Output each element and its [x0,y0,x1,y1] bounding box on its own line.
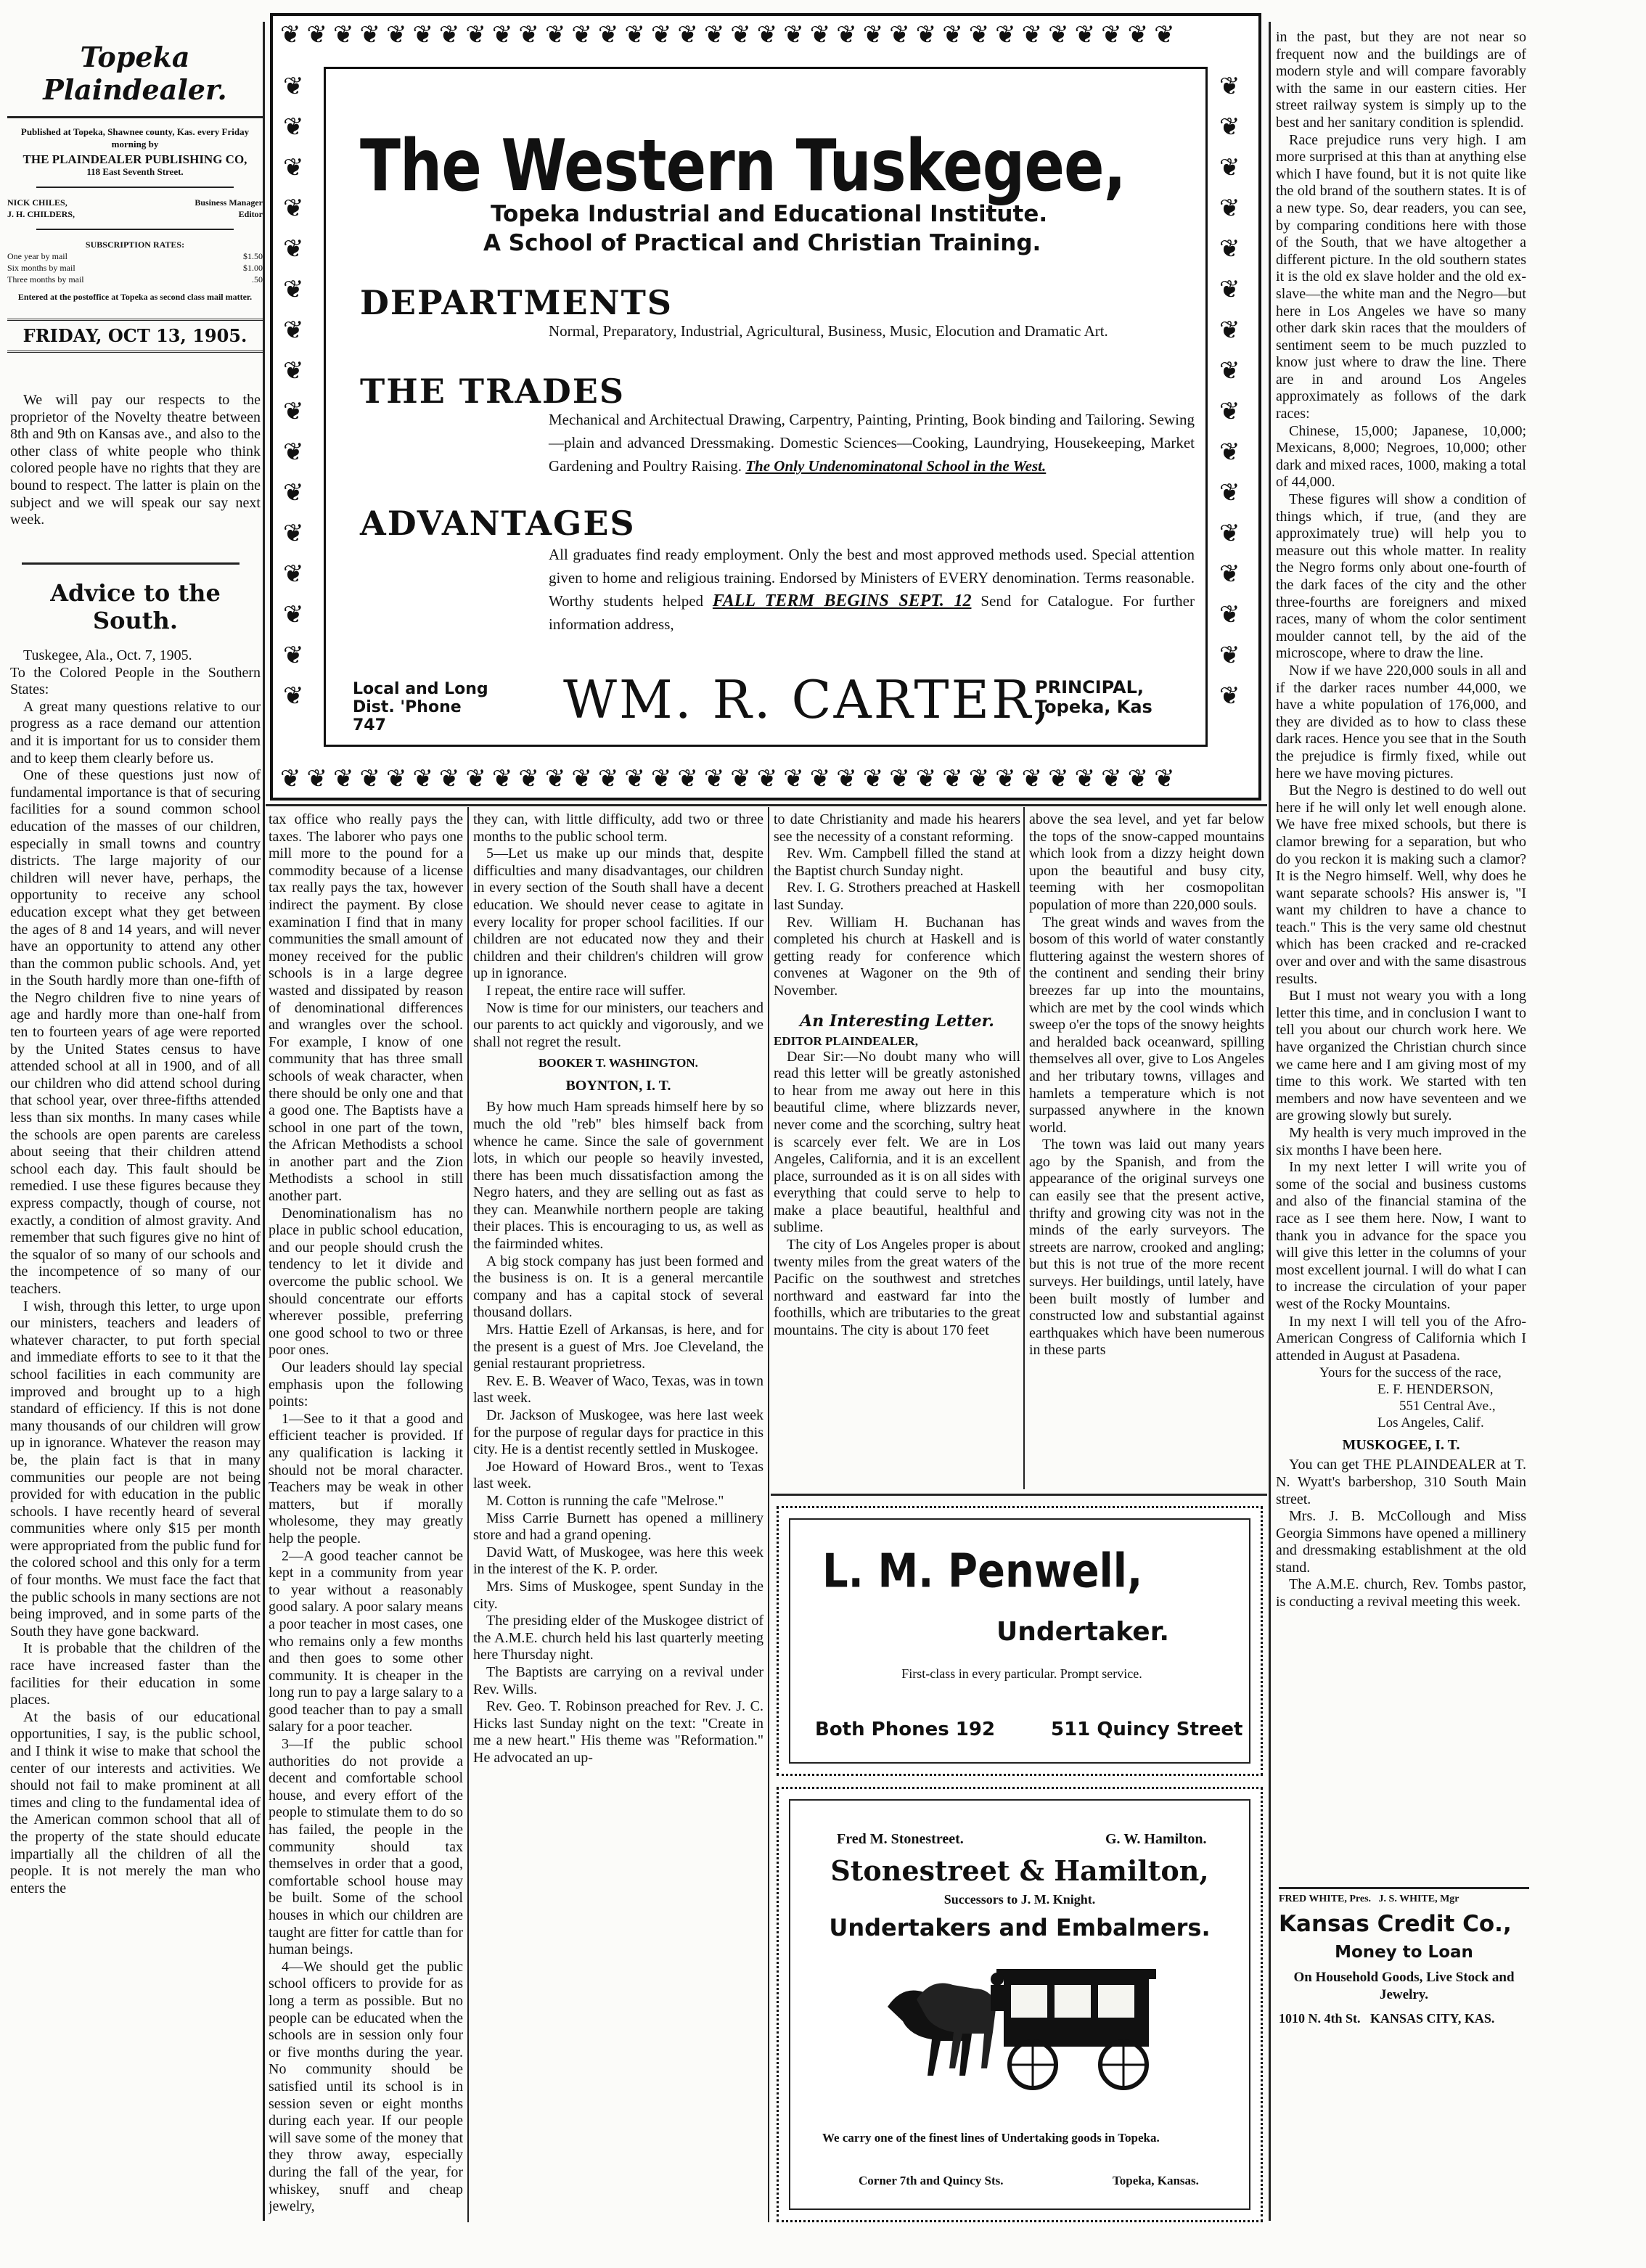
column-rule [1023,807,1025,1489]
ad-title: The Western Tuskegee, [360,125,1126,208]
entered-notice: Entered at the postoffice at Topeka as second class mail matter. [17,292,253,302]
column-rule [467,807,469,2222]
letter-signoff: Yours for the success of the race, E. F. HENDERSON, 551 Central Ave., Los Angeles, Calif. [1319,1365,1502,1431]
departments-heading: DEPARTMENTS [360,283,673,322]
credit-address: 1010 N. 4th St. KANSAS CITY, KAS. [1279,2011,1495,2026]
credit-goods: On Household Goods, Live Stock and Jewelry. [1293,1970,1515,2002]
principal-title: PRINCIPAL, Topeka, Kas [1035,677,1152,717]
credit-name: Kansas Credit Co., [1279,1911,1512,1937]
penwell-address: 511 Quincy Street [1051,1719,1243,1740]
advice-article-col2: tax office who really pays the taxes. The laborer who pays one mill more to the pound for a commodity because of a license tax really pays the tax, however indirect the payment. By close examination I find that in many communities the small amount of money received for the public schools is in a large degree wasted and dissipated by reason of denominational differences and wrangles over the school. For example, I know of one community that has three small schools of weak character, when there should be only one and that a good one. The Baptists have a school in one part of the town, the African Methodists a school in another part and the Zion Methodists a school in still another part. Denominationalism has no place in public school education, and our people should crush the tendency to let it divide and overcome the public school. We should concentrate our efforts wherever possible, preferring one good school to two or three poor ones. Our leaders should lay special emphasis upon the following points: 1—See to it that a good and efficient teacher is provided. If any qualification is lacking it should not be moral character. Teachers may be weak in other matters, but if morally wholesome, they may greatly help the people. 2—A good teacher cannot be kept in a community from year to year without a reasonably good salary. A poor salary means a poor teacher in most cases, one who remains only a few months and then goes to some other community. It is cheaper in the long run to pay a large salary to a good teacher than to pay a small salary for a poor teacher. 3—If the public school authorities do not provide a decent and comfortable school house, and every effort of the people to stimulate them to do so has failed, the people in the community should tax themselves in order that a good, comfortable school house may be built. Some of the school houses in which our children are taught are fitter for cattle than for human beings. 4—We should get the public school officers to provide for as long a term as possible. But no people can be educated when the schools are in session only four or five months during the year. No community should be satisfied until its school is in session seven or eight months during each year. If our people will save some of the money that they throw away, especially during the fall of the year, for whiskey, snuff and cheap jewelry, [269,811,463,2215]
column-rule [1269,22,1271,2221]
column-rule [768,807,769,2222]
departments-text: Normal, Preparatory, Industrial, Agricultural, Business, Music, Elocution and Dramatic Art. [549,322,1108,340]
subscription-rates: SUBSCRIPTION RATES: One year by mail $1.50 Six months by mail $1.00 Three months by mail .50 Entered at the postoffice at Topeka as second class mail matter. [7,240,263,302]
col4-upper: to date Christianity and made his hearers see the necessity of a constant reforming. Rev. Wm. Campbell filled the stand at the Baptist church Sunday night. Rev. I. G. Strothers preached at Haskell last Sunday. Rev. William H. Buchanan has completed his church at Haskell and is getting ready for conference which convenes at Wagoner on the 9th of November. An Interesting Letter. EDITOR PLAINDEALER, Dear Sir:—No doubt many who will read this letter will be greatly astonished to hear from me away out here in this beautiful clime, where blizzards never, never come and the scorching, sultry heat is scarcely ever felt. We are in Los Angeles, California, and it is an excellent place, surrounded as it is on all sides with everything that could serve to help to make a place beautiful, healthful and sublime. The city of Los Angeles proper is about twenty miles from the great waters of the Pacific on the southwest and stretches northward and eastward far into the foothills, which are tributaries to the great mountains. The city is about 170 feet [774,811,1020,1339]
advice-article-col1: Advice to the South. Tuskegee, Ala., Oct. 7, 1905. To the Colored People in the Southern States: A great many questions relative to our progress as a race demand our attention and it is important for us to consider them and to keep them clearly before us. One of these questions just now of fundamental importance is that of securing facilities for a sound common school education of the masses of our children, especially in small towns and country districts. The large majority of our children will never have, perhaps, the opportunity to receive any school education except what they get between the ages of 8 and 14 years, and will never have an opportunity to attend any other than the common public schools. And, yet in the South hardly more than one-fifth of the Negro children five to nine years of age and hardly more than one-half from ten to fourteen years of age were reported by the United States census to have attended school at all in 1900, and of all our children who did attend school during that school year, over three-fifths attended less than six months. In many cases while the schools are open parents are careless about seeing that their children attend school each day. This fault should be remedied. I use these figures because they express compactly, though of course, not exactly, a condition of almost gravity. And remember that such figures give no hint of the squalor of so many of our schools and the incompetence of so many of our teachers. I wish, through this letter, to urge upon our ministers, teachers and leaders of whatever character, to put forth special and immediate efforts to see to it that the school facilities in each community are improved and brought up to a high standard of efficiency. If this is not done many thousands of our children will grow up in ignorance. Whatever the reason may be, the plain fact is that in many communities our people are not being provided for with education in the public schools. I have recently heard of several communities where only $15 per month were appropriated from the public fund for the colored school and this only for a term of four months. We must face the fact that the public schools in many sections are not being improved, and in some parts of the South they have gone backward. It is probable that the children of the race have increased faster than the facilities for their education in some places. At the basis of our educational opportunities, I say, is the public school, and I think it wise to make that school the center of our interests and activities. We should not fail to make prominent at all times and cling to the fundamental idea of the American common school that all of the property of the state should educate impartially all the children of all the people. It is not merely the man who enters the [10,579,261,1896]
divider [22,562,239,565]
staff-row: NICK CHILES, Business Manager [7,197,263,208]
kansas-credit-ad [1279,1887,1529,2214]
novelty-notice: We will pay our respects to the proprietor of the Novelty theatre between 8th and 9th on Kansas ave., and also to the other class of white people who think colored people have no rights that they are bound to respect. The latter is plain on the subject and we will speak our say next week. [10,392,261,528]
staff-list [7,197,263,220]
rate-row: Six months by mail $1.00 [7,263,263,273]
penwell-name: L. M. Penwell, [822,1544,1143,1599]
stonestreet-ad [777,1787,1263,2222]
ornament-border-right: ❦ ❦ ❦ ❦ ❦ ❦ ❦ ❦ ❦ ❦ ❦ ❦ ❦ ❦ ❦ ❦ [1219,73,1246,710]
staff-row: J. H. CHILDERS, Editor [7,209,263,219]
left-proprietor: Fred M. Stonestreet. [837,1831,964,1847]
tuskegee-ad [270,13,1261,801]
penwell-phones: Both Phones 192 [815,1719,996,1740]
successors-line: Successors to J. M. Knight. [943,1892,1096,1907]
muskogee-headline: MUSKOGEE, I. T. [1342,1437,1460,1454]
col5-upper: above the sea level, and yet far below the tops of the snow-capped mountains which look from a dizzy height down upon the beautiful and busy city, teeming with her cosmopolitan population of more than 220,000 souls. The great winds and waves from the bosom of this world of water constantly fluttering against the western shores of the continent and sending their briny breezes far up into the mountains, which are met by the cool winds which sweep o'er the tops of the snowy heights and heralded back oceanward, spilling themselves all over, give to Los Angeles and her tributary towns, villages and hamlets a temperature which is not surpassed anywhere in the known world. The town was laid out many years ago by the Spanish, and from the appearance of the original surveys one can easily see that the present active, thrifty and growing city was not in the minds of the early surveyors. The streets are narrow, crooked and angling; but this is not true of the more recent surveys. Her buildings, until lately, have been built mostly of lumber and constructed low and substantial against earthquakes which have been numerous in these parts [1029,811,1264,1359]
col6: in the past, but they are not near so frequent now and the buildings are of modern style and will compare favorably with the same in our eastern cities. Her street railway system is simply up to the best and her sanitary condition is splendid. Race prejudice runs very high. I am more surprised at this than at anything else which I have found, but it is not quite like the old brand of the southern states. It is of a new type. So, dear readers, you can see, by comparing conditions here with those of the South, that we have altogether a different picture. In the old southern states it is the old ex slave holder and the old ex-slave—the white man and the Negro—but here in Los Angeles we have so many other dark skin races that the moulders of sentiment seem to be much puzzled to know just where to draw the line. There are in and around Los Angeles approximately as follows of the dark races: Chinese, 15,000; Japanese, 10,000; Mexicans, 8,000; Negroes, 10,000; other dark and mixed races, 1000, making a total of 44,000. These figures will show a condition of things which, if true, (and they are approximately true) will help you to measure out this whole matter. In reality the Negro forms only about one-fourth of the dark faces of the city and the other three-fourths are foreigners and mixed races, many of whom the color sentiment moulder cannot tell, by the aid of the microscope, where to draw the line. Now if we have 220,000 souls in all and if the darker races number 44,000, we have a white population of 176,000, and they are divided as to how to class these dark races. Hence you see that in the South the prejudice is firmly fixed, while out here we have moving pictures. But the Negro is destined to do well out here if he will only let well enough alone. We have free mixed schools, but there is clamor brewing for a separation, but who do you reckon it is making such a clamor? It is the Negro himself. Well, why does he want separate schools? His answer is, "I want my children to have a chance to teach." This is the very same old chestnut which has been cracked and re-cracked over and over and with the same disastrous results. But I must not weary you with a long letter this time, and in conclusion I want to tell you about our church work here. We have organized the Christian church since we came here and I am giving most of my time to this work. We started with ten members and now have seventeen and we are growing slowly but surely. My health is very much improved in the six months I have been here. In my next letter I will write you of some of the social and business customs and also of the financial stamina of the race as I see them here. Now, I want to thank you in advance for the space you will give this letter in the columns of your most excellent journal. I will do what I can to increase the circulation of your paper west of the Rocky Mountains. In my next I will tell you of the Afro-American Congress of California which I attended in August at Pasadena. Yours for the success of the race, E. F. HENDERSON, 551 Central Ave., Los Angeles, Calif. MUSKOGEE, I. T. You can get THE PLAINDEALER at T. N. Wyatt's barbershop, 310 South Main street. Mrs. J. B. McCollough and Miss Georgia Simmons have opened a millinery and dressmaking establishment at the old stand. The A.M.E. church, Rev. Tombs pastor, is conducting a revival meeting this week. [1276,29,1526,1610]
column-rule [263,22,265,2221]
right-proprietor: G. W. Hamilton. [1105,1831,1207,1847]
advantages-text: All graduates find ready employment. Only the best and most approved methods used. Special attention given to home and religious training. Endorsed by Ministers of EVERY denomination. Terms reasonable. Worthy students helped FALL TERM BEGINS SEPT. 12 Send for Catalogue. For further information address, [549,546,1195,633]
issue-date: FRIDAY, OCT 13, 1905. [7,319,263,353]
hearse-icon [873,1956,1178,2094]
trades-emphasis: The Only Undenominatonal School in the West. [745,457,1047,475]
penwell-ad [777,1506,1263,1776]
goods-line: We carry one of the finest lines of Undertaking goods in Topeka. [822,2131,1160,2145]
term-begins: FALL TERM BEGINS SEPT. 12 [712,591,972,610]
advice-dateline: Tuskegee, Ala., Oct. 7, 1905. [23,647,192,663]
credit-officers: FRED WHITE, Pres. J. S. WHITE, Mgr [1279,1894,1459,1904]
ornament-border-left: ❦ ❦ ❦ ❦ ❦ ❦ ❦ ❦ ❦ ❦ ❦ ❦ ❦ ❦ ❦ ❦ [283,73,310,710]
penwell-tagline: First-class in every particular. Prompt service. [901,1666,1142,1681]
advice-headline: Advice to the South. [50,579,221,634]
ornament-border-bottom: ❦❦❦❦❦❦❦❦❦❦❦❦❦❦❦❦❦❦❦❦❦❦❦❦❦❦❦❦❦❦❦❦❦❦ [280,766,1181,793]
ads-top-rule [771,1494,1267,1496]
credit-tagline: Money to Loan [1335,1943,1473,1962]
ad-bottom-rule [266,804,1267,806]
ad-subtitle-1: Topeka Industrial and Educational Institute. [491,201,1048,227]
rate-row: One year by mail $1.50 [7,251,263,261]
trades-heading: THE TRADES [360,372,626,411]
ornament-border-top: ❦❦❦❦❦❦❦❦❦❦❦❦❦❦❦❦❦❦❦❦❦❦❦❦❦❦❦❦❦❦❦❦❦❦ [280,22,1181,49]
boynton-article: By how much Ham spreads himself here by so much the old "reb" bles himself back from whence he came. Since the sale of government lots, in which our people so heavily invested, there has been much dissatisfaction among the Negro haters, and they are selling out as fast as they can. Meanwhile northern people are taking their places. This is encouraging to us, as well as the fairminded whites. A big stock company has just been formed and the business is on. It is a general mercantile company and has a capital stock of several thousand dollars. Mrs. Hattie Ezell of Arkansas, is here, and for the present is a guest of Mrs. Joe Cleveland, the genial restaurant proprietress. Rev. E. B. Weaver of Waco, Texas, was in town last week. Dr. Jackson of Muskogee, was here last week for the purpose of regular days for practice in this city. He is a dentist recently settled in Muskogee. Joe Howard of Howard Bros., went to Texas last week. M. Cotton is running the cafe "Melrose." Miss Carrie Burnett has opened a millinery store and had a grand opening. David Watt, of Muskogee, was here this week in the interest of the K. P. order. Mrs. Sims of Muskogee, spent Sunday in the city. The presiding elder of the Muskogee district of the A.M.E. church held his last quarterly meeting here Thursday night. The Baptists are carrying on a revival under Rev. Wills. Rev. Geo. T. Robinson preached for Rev. J. C. Hicks last Sunday night on the text: "Create in me a new heart." His theme was "Reformation." He advocated an up- [473,1099,763,1766]
ad-subtitle-2: A School of Practical and Christian Training. [483,230,1041,256]
advantages-heading: ADVANTAGES [360,504,636,543]
advice-article-col3: they can, with little difficulty, add two or three months to the public school term. 5—Let us make up our minds that, despite difficulties and many disadvantages, our children in every section of the South shall have a decent education. We should never cease to agitate in every locality for proper school facilities. If our children are not educated now they and their children and their children's children will grow up in ignorance. I repeat, the entire race will suffer. Now is time for our ministers, our teachers and our parents to act quickly and vigorously, and we shall not regret the result. BOOKER T. WASHINGTON. BOYNTON, I. T. By how much Ham spreads himself here by so much the old "reb" bles himself back from whence he came. Since the sale of government lots, in which our people so heavily invested, there has been much dissatisfaction among the Negro haters, and they are selling out as fast as they can. Meanwhile northern people are taking their places. This is encouraging to us, as well as the fairminded whites. A big stock company has just been formed and the business is on. It is a general mercantile company and has a capital stock of several thousand dollars. Mrs. Hattie Ezell of Arkansas, is here, and for the present is a guest of Mrs. Joe Cleveland, the genial restaurant proprietress. Rev. E. B. Weaver of Waco, Texas, was in town last week. Dr. Jackson of Muskogee, was here last week for the purpose of regular days for practice in this city. He is a dentist recently settled in Muskogee. Joe Howard of Howard Bros., went to Texas last week. M. Cotton is running the cafe "Melrose." Miss Carrie Burnett has opened a millinery store and had a grand opening. David Watt, of Muskogee, was here this week in the interest of the K. P. order. Mrs. Sims of Muskogee, spent Sunday in the city. The presiding elder of the Muskogee district of the A.M.E. church held his last quarterly meeting here Thursday night. The Baptists are carrying on a revival under Rev. Wills. Rev. Geo. T. Robinson preached for Rev. J. C. Hicks last Sunday night on the text: "Create in me a new heart." His theme was "Reformation." He advocated an up- [473,811,763,1766]
masthead [7,29,263,392]
advice-signature: BOOKER T. WASHINGTON. [539,1056,698,1070]
letter-headline: An Interesting Letter. [800,1011,994,1031]
trades-text: Mechanical and Architectual Drawing, Carpentry, Painting, Printing, Book binding and Tailoring. Sewing—plain and advanced Dressmaking. Domestic Sciences—Cooking, Laundrying, Housekeeping, Market Gardening and Poultry Raising. The Only Undenominatonal School in the West. [549,411,1195,475]
boynton-headline: BOYNTON, I. T. [565,1078,671,1094]
penwell-role: Undertaker. [996,1617,1169,1647]
firm-name: Stonestreet & Hamilton, [830,1854,1209,1887]
masthead-title: Topeka Plaindealer. [43,41,227,106]
rate-row: Three months by mail .50 [7,274,263,284]
firm-trade: Undertakers and Embalmers. [829,1914,1211,1941]
muskogee-article: You can get THE PLAINDEALER at T. N. Wyatt's barbershop, 310 South Main street. Mrs. J. B. McCollough and Miss Georgia Simmons have opened a millinery and dressmaking establishment at the old stand. The A.M.E. church, Rev. Tombs pastor, is conducting a revival meeting this week. [1276,1457,1526,1610]
publisher-name: THE PLAINDEALER PUBLISHING CO, [22,152,247,166]
phone-info: Local and Long Dist. 'Phone 747 [353,680,488,734]
firm-corner: Corner 7th and Quincy Sts. [859,2174,1004,2187]
publisher-address: 118 East Seventh Street. [86,166,184,177]
firm-city: Topeka, Kansas. [1113,2174,1199,2187]
advice-salutation: To the Colored People in the Southern States: [10,664,261,698]
principal-name: WM. R. CARTER, [563,669,1052,730]
published-line: Published at Topeka, Shawnee county, Kas. every Friday morning by [20,126,250,150]
letter-recipient: EDITOR PLAINDEALER, [774,1033,919,1048]
